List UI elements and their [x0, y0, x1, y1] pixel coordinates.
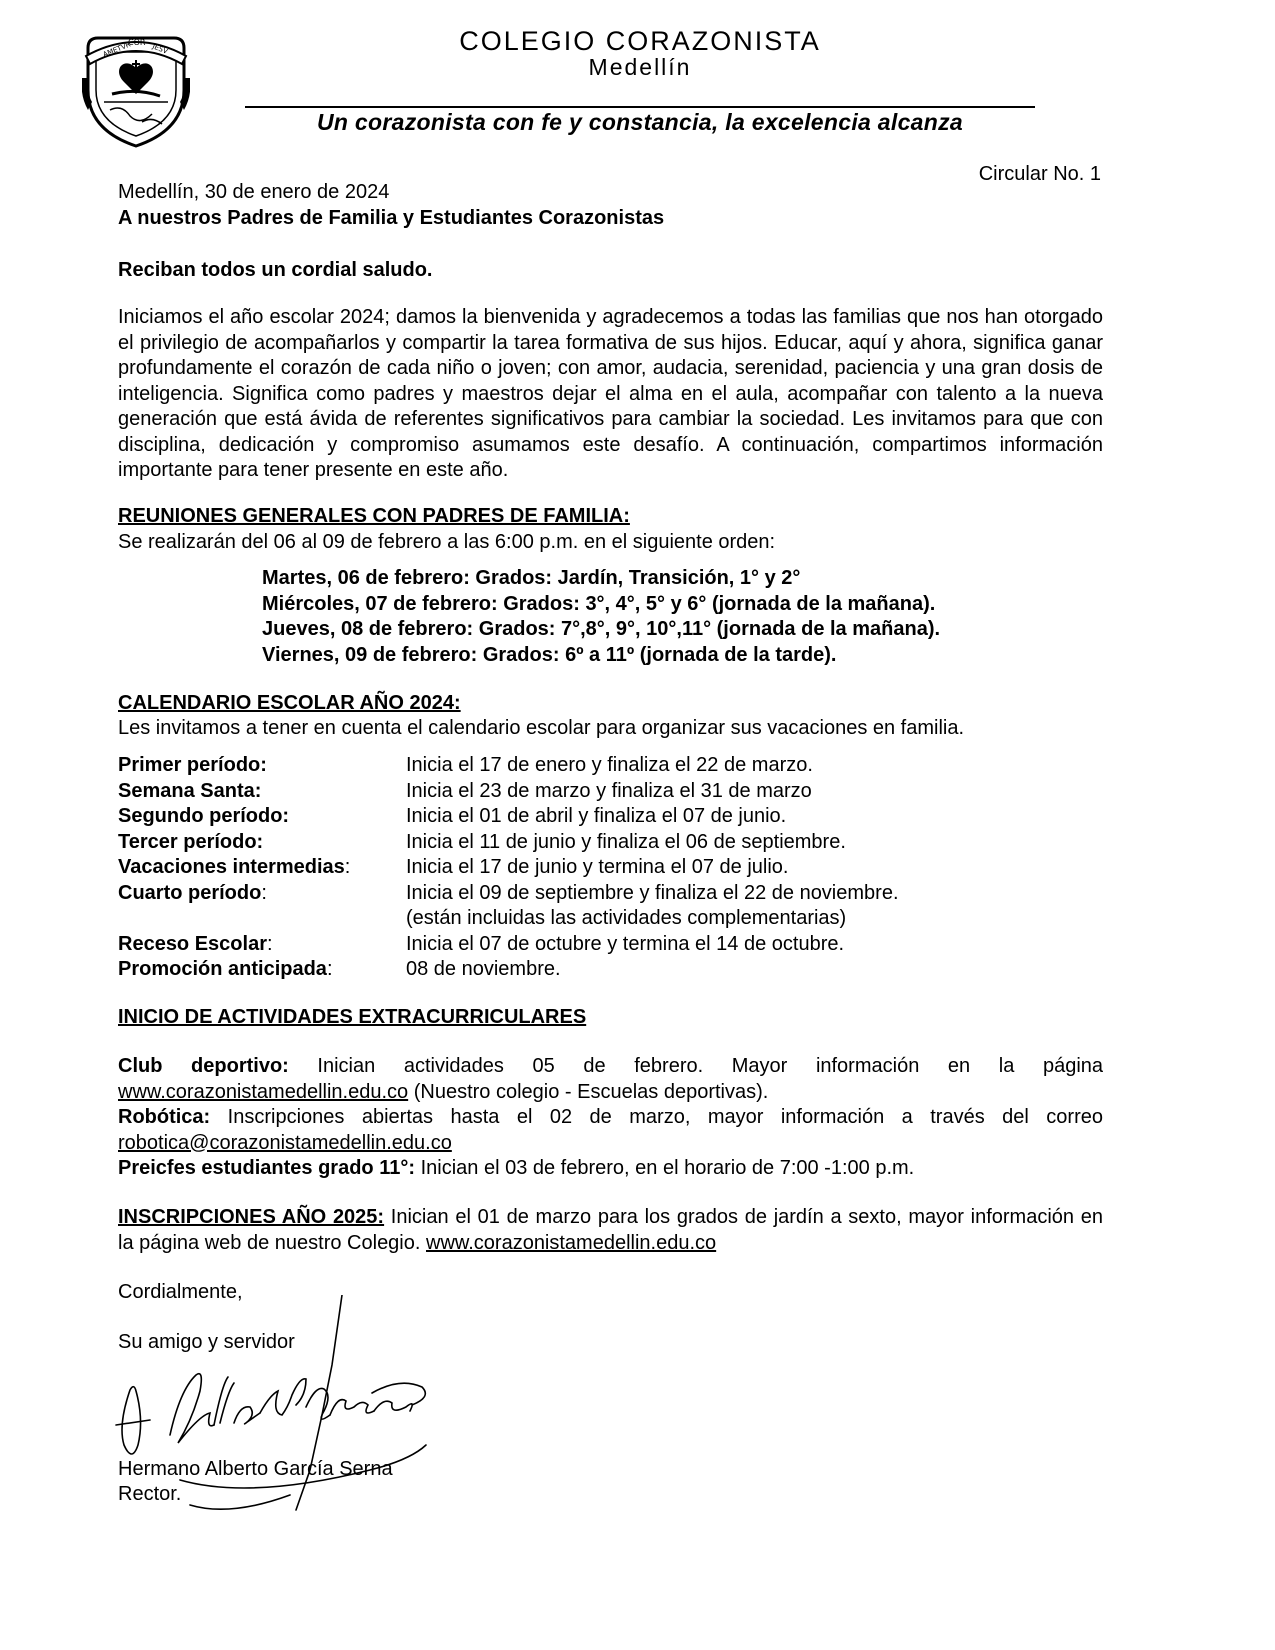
svg-text:AMETVR: AMETVR: [101, 40, 132, 59]
calendar-period-dates: Inicia el 17 de enero y finaliza el 22 de marzo.: [406, 754, 813, 776]
enrollment-website-link[interactable]: www.corazonistamedellin.edu.co: [426, 1231, 717, 1254]
calendar-table: [118, 753, 899, 983]
calendar-period-dates: Inicia el 09 de septiembre y finaliza el 22 de noviembre.: [406, 881, 899, 904]
label-colon: :: [326, 958, 333, 980]
closing-cordially: Cordialmente,: [118, 1281, 243, 1303]
calendar-period-dates: 08 de noviembre.: [406, 958, 561, 980]
calendar-row: [118, 753, 899, 779]
calendar-row: [118, 804, 899, 830]
meetings-heading: REUNIONES GENERALES CON PADRES DE FAMILIA:: [118, 505, 630, 527]
calendar-period-label-wrap: [118, 932, 406, 958]
signer-role: Rector.: [118, 1483, 182, 1505]
calendar-period-dates: Inicia el 07 de octubre y termina el 14 de octubre.: [406, 932, 845, 955]
calendar-row: [118, 881, 899, 907]
calendar-period-label-wrap: [118, 957, 406, 983]
extracurricular-heading: INICIO DE ACTIVIDADES EXTRACURRICULARES: [118, 1006, 587, 1028]
school-city: Medellín: [588, 54, 692, 80]
robotics-text: Inscripciones abiertas hasta el 02 de marzo, mayor información a través del correo: [210, 1106, 1103, 1128]
calendar-period-label: Promoción anticipada: [118, 958, 327, 980]
calendar-period-note: (están incluidas las actividades complementarias): [406, 907, 847, 929]
svg-text:JESV: JESV: [151, 42, 169, 56]
calendar-row: [118, 779, 899, 805]
preicfes-label: Preicfes estudiantes grado 11°:: [118, 1157, 416, 1179]
robotics-email-link[interactable]: robotica@corazonistamedellin.edu.co: [118, 1131, 452, 1154]
preicfes-text: Inician el 03 de febrero, en el horario de 7:00 -1:00 p.m.: [415, 1157, 915, 1179]
calendar-period-label: Semana Santa:: [118, 779, 262, 802]
calendar-period-label: Receso Escolar: [118, 932, 267, 955]
school-name: COLEGIO CORAZONISTA: [459, 26, 821, 56]
intro-paragraph: Iniciamos el año escolar 2024; damos la bienvenida y agradecemos a todas las familias que nos han otorgado el privilegio de acompañarlos y compartir la tarea formativa de sus hijos. Educar, aquí y ahora, significa ganar profundamente el corazón de cada niño o joven; con amor, audacia, serenidad, paciencia y una gran dosis de inteligencia. Significa como padres y maestros dejar el alma en el aula, acompañar con talento a la nueva generación que está ávida de referentes significativos para cambiar la sociedad. Les invitamos para que con disciplina, dedicación y compromiso asumamos este desafío. A continuación, compartimos información importante para tener presente en este año.: [118, 306, 1103, 481]
meetings-list: [262, 566, 940, 668]
meetings-intro: Se realizarán del 06 al 09 de febrero a las 6:00 p.m. en el siguiente orden:: [118, 531, 776, 553]
calendar-period-label: [118, 906, 406, 932]
calendar-row: [118, 855, 899, 881]
closing-friend: Su amigo y servidor: [118, 1331, 295, 1353]
extracurricular-body: [118, 1054, 1103, 1182]
calendar-period-dates: Inicia el 17 de junio y termina el 07 de julio.: [406, 856, 789, 878]
meeting-item: Martes, 06 de febrero: Grados: Jardín, Transición, 1° y 2°: [262, 567, 801, 589]
club-label: Club deportivo:: [118, 1055, 289, 1077]
club-after: (Nuestro colegio - Escuelas deportivas).: [408, 1080, 769, 1103]
letter-greeting: Reciban todos un cordial saludo.: [118, 259, 433, 281]
robotics-label: Robótica:: [118, 1106, 211, 1128]
label-colon: :: [266, 932, 273, 955]
school-crest-icon: [82, 30, 190, 150]
calendar-period-label-wrap: [118, 855, 406, 881]
meeting-item: Miércoles, 07 de febrero: Grados: 3°, 4°, 5° y 6° (jornada de la mañana).: [262, 592, 936, 615]
enrollment-label: INSCRIPCIONES AÑO 2025:: [118, 1206, 385, 1228]
calendar-row: [118, 932, 899, 958]
enrollment-paragraph: [118, 1205, 1103, 1256]
enrollment-text: Inician el 01 de marzo para los grados de jardín a sexto, mayor información en la página web de nuestro Colegio.: [118, 1206, 1103, 1254]
meeting-item: Viernes, 09 de febrero: Grados: 6º a 11º (jornada de la tarde).: [262, 643, 837, 666]
calendar-period-label-wrap: [118, 881, 406, 907]
calendar-period-dates: Inicia el 11 de junio y finaliza el 06 de septiembre.: [406, 830, 846, 853]
website-link[interactable]: www.corazonistamedellin.edu.co: [118, 1080, 409, 1103]
calendar-period-label: Vacaciones intermedias: [118, 856, 345, 878]
calendar-row: [118, 957, 899, 983]
label-colon: :: [261, 881, 267, 904]
calendar-row: [118, 906, 899, 932]
preicfes-paragraph: [118, 1156, 1103, 1182]
label-colon: :: [344, 856, 351, 878]
calendar-intro: Les invitamos a tener en cuenta el calendario escolar para organizar sus vacaciones en familia.: [118, 717, 965, 739]
meeting-item: Jueves, 08 de febrero: Grados: 7°,8°, 9°, 10°,11° (jornada de la mañana).: [262, 618, 941, 640]
svg-text:COR: COR: [128, 38, 146, 47]
signer-name: Hermano Alberto García Serna: [118, 1458, 393, 1480]
letter-date: Medellín, 30 de enero de 2024: [118, 181, 390, 203]
calendar-period-dates: Inicia el 23 de marzo y finaliza el 31 de marzo: [406, 779, 812, 802]
robotics-paragraph: [118, 1105, 1103, 1156]
calendar-period-label: Cuarto período: [118, 881, 262, 904]
calendar-period-label: Segundo período:: [118, 805, 290, 827]
circular-number: Circular No. 1: [978, 163, 1101, 185]
calendar-period-label: Tercer período:: [118, 830, 264, 853]
club-paragraph: [118, 1054, 1103, 1105]
calendar-heading: CALENDARIO ESCOLAR AÑO 2024:: [118, 692, 461, 714]
calendar-period-dates: Inicia el 01 de abril y finaliza el 07 de junio.: [406, 805, 787, 827]
calendar-row: [118, 830, 899, 856]
club-text: Inician actividades 05 de febrero. Mayor información en la página: [288, 1055, 1104, 1077]
calendar-period-label: Primer período:: [118, 754, 267, 776]
school-motto: Un corazonista con fe y constancia, la excelencia alcanza: [316, 109, 964, 135]
letter-addressee: A nuestros Padres de Familia y Estudiantes Corazonistas: [118, 207, 665, 229]
